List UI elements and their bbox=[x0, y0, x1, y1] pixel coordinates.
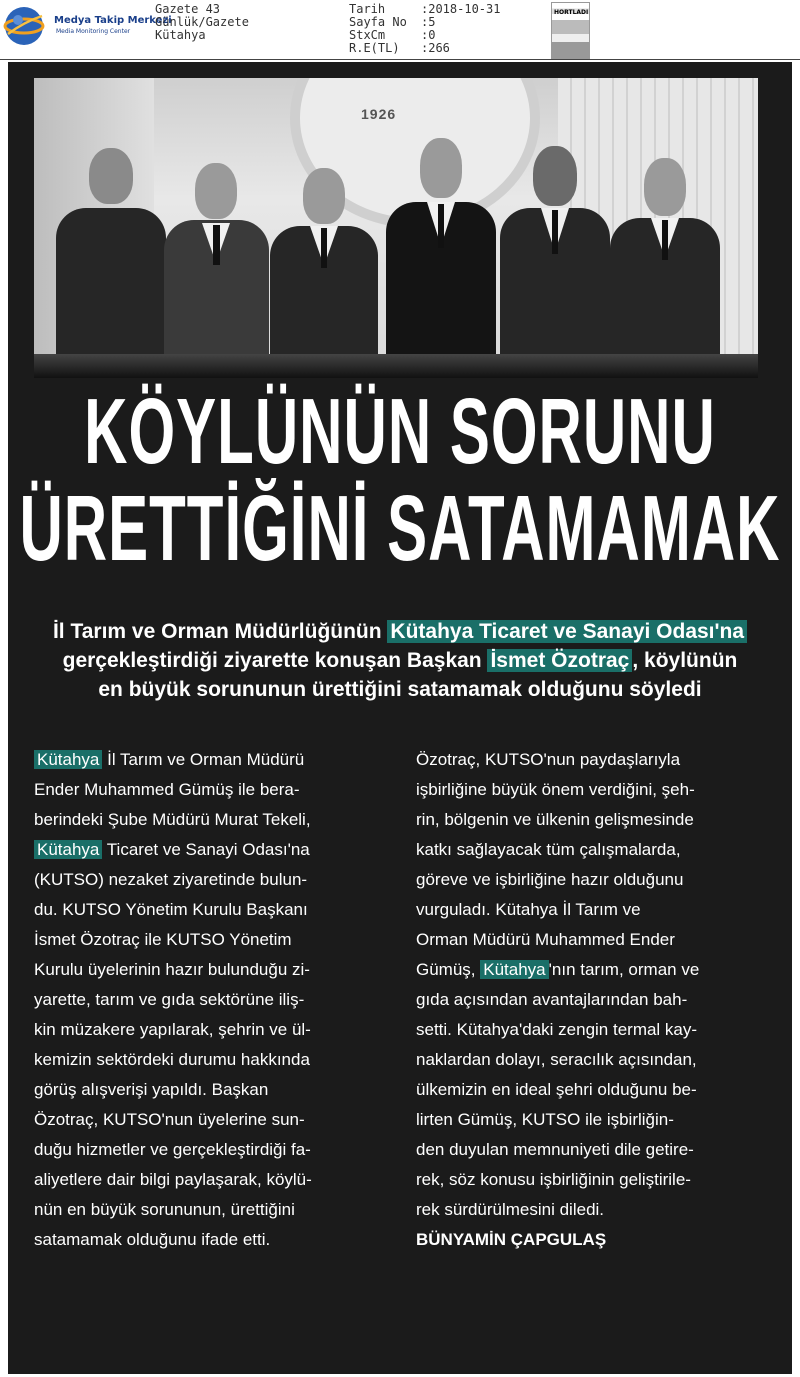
column-line bbox=[34, 1015, 312, 1045]
column-line bbox=[34, 925, 312, 955]
column-line bbox=[416, 1195, 699, 1225]
brand-subtitle: Media Monitoring Center bbox=[56, 28, 131, 35]
column-line bbox=[34, 1075, 312, 1105]
column-line bbox=[34, 805, 312, 835]
person-1 bbox=[56, 148, 166, 378]
column-text: Gümüş, bbox=[416, 960, 481, 979]
column-text: rek, söz konusu işbirliğinin geliştirile- bbox=[416, 1170, 691, 1189]
person-5 bbox=[500, 146, 610, 378]
column-line bbox=[34, 745, 312, 775]
column-line bbox=[34, 1105, 312, 1135]
keyword-highlight: Kütahya Ticaret ve Sanayi Odası'na bbox=[387, 620, 747, 643]
column-text: Özotraç, KUTSO'nun üyelerine sun- bbox=[34, 1110, 305, 1129]
column-text: ülkemizin en ideal şehri olduğunu be- bbox=[416, 1080, 697, 1099]
source-info bbox=[155, 3, 249, 42]
article-column-right bbox=[416, 745, 699, 1255]
column-line bbox=[34, 985, 312, 1015]
source-type: Günlük/Gazete bbox=[155, 15, 249, 29]
column-line bbox=[416, 1015, 699, 1045]
column-text: den duyulan memnuniyeti dile getire- bbox=[416, 1140, 694, 1159]
column-text: işbirliğine büyük önem verdiğini, şeh- bbox=[416, 780, 695, 799]
column-text: göreve ve işbirliğine hazır olduğunu bbox=[416, 870, 684, 889]
meta-value: :2018-10-31 bbox=[421, 2, 501, 16]
column-text: berindeki Şube Müdürü Murat Tekeli, bbox=[34, 810, 311, 829]
lede-text: en büyük sorununun ürettiğini satamamak olduğunu söyledi bbox=[98, 678, 702, 701]
column-line bbox=[416, 805, 699, 835]
newspaper-page-thumbnail[interactable] bbox=[551, 2, 590, 60]
column-text: İsmet Özotraç ile KUTSO Yönetim bbox=[34, 930, 292, 949]
column-line bbox=[34, 775, 312, 805]
meta-key: StxCm bbox=[349, 28, 386, 42]
column-text: aliyetlere dair bilgi paylaşarak, köylü- bbox=[34, 1170, 312, 1189]
emblem-year: 1926 bbox=[361, 106, 397, 122]
column-line bbox=[416, 835, 699, 865]
column-line bbox=[416, 1165, 699, 1195]
globe-logo-icon bbox=[2, 4, 46, 48]
article-clipping bbox=[8, 62, 792, 1374]
column-text: lirten Gümüş, KUTSO ile işbirliğin- bbox=[416, 1110, 674, 1129]
lede-text: gerçekleştirdiği ziyarette konuşan Başkan bbox=[62, 649, 488, 672]
column-line bbox=[416, 1075, 699, 1105]
column-line bbox=[34, 895, 312, 925]
column-text: Ender Muhammed Gümüş ile bera- bbox=[34, 780, 300, 799]
lede-line bbox=[18, 675, 782, 704]
keyword-highlight: İsmet Özotraç bbox=[487, 649, 632, 672]
source-city: Kütahya bbox=[155, 28, 206, 42]
headline-text: KÖYLÜNÜN SORUNU bbox=[84, 379, 716, 484]
column-text: İl Tarım ve Orman Müdürü bbox=[102, 750, 305, 769]
column-text: Orman Müdürü Muhammed Ender bbox=[416, 930, 675, 949]
column-line bbox=[416, 985, 699, 1015]
keyword-highlight: Kütahya bbox=[34, 750, 102, 769]
column-text: görüş alışverişi yapıldı. Başkan bbox=[34, 1080, 269, 1099]
column-line bbox=[34, 1195, 312, 1225]
column-text: rin, bölgenin ve ülkenin gelişmesinde bbox=[416, 810, 694, 829]
keyword-highlight: Kütahya bbox=[34, 840, 102, 859]
article-photo bbox=[34, 78, 758, 378]
headline-line-2 bbox=[8, 476, 792, 581]
column-text: katkı sağlayacak tüm çalışmalarda, bbox=[416, 840, 681, 859]
column-line bbox=[34, 1165, 312, 1195]
lede-line bbox=[18, 646, 782, 675]
column-text: satamamak olduğunu ifade etti. bbox=[34, 1230, 271, 1249]
brand-name: Medya Takip Merkezi bbox=[54, 15, 172, 26]
header-divider bbox=[0, 59, 800, 60]
clipping-header bbox=[0, 0, 800, 60]
column-line bbox=[416, 925, 699, 955]
column-line bbox=[416, 745, 699, 775]
column-text: rek sürdürülmesini diledi. bbox=[416, 1200, 605, 1219]
column-line bbox=[416, 775, 699, 805]
column-line bbox=[34, 865, 312, 895]
column-line bbox=[34, 1045, 312, 1075]
headline-line-1 bbox=[8, 379, 792, 484]
thumbnail-headline: HORTLADI bbox=[554, 9, 589, 16]
keyword-highlight: Kütahya bbox=[480, 960, 548, 979]
lede-line bbox=[18, 617, 782, 646]
column-text: vurguladı. Kütahya İl Tarım ve bbox=[416, 900, 641, 919]
column-text: Ticaret ve Sanayi Odası'na bbox=[102, 840, 310, 859]
headline-text: ÜRETTİĞİNİ SATAMAMAK bbox=[19, 476, 781, 581]
column-line bbox=[416, 1135, 699, 1165]
column-text: setti. Kütahya'daki zengin termal kay- bbox=[416, 1020, 698, 1039]
person-4 bbox=[386, 138, 496, 378]
column-line bbox=[34, 1225, 312, 1255]
column-text: yarette, tarım ve gıda sektörüne iliş- bbox=[34, 990, 305, 1009]
article-lede bbox=[18, 617, 782, 704]
column-text: gıda açısından avantajlarından bah- bbox=[416, 990, 688, 1009]
column-line bbox=[416, 865, 699, 895]
source-name: Gazete 43 bbox=[155, 2, 221, 16]
meta-row-ad-value bbox=[349, 42, 500, 55]
clipping-meta bbox=[349, 3, 500, 55]
person-3 bbox=[270, 168, 378, 378]
column-text: du. KUTSO Yönetim Kurulu Başkanı bbox=[34, 900, 308, 919]
column-line bbox=[416, 1105, 699, 1135]
person-2 bbox=[164, 163, 269, 378]
column-text: 'nın tarım, orman ve bbox=[548, 960, 700, 979]
column-text: Özotraç, KUTSO'nun paydaşlarıyla bbox=[416, 750, 681, 769]
column-text: kemizin sektördeki durumu hakkında bbox=[34, 1050, 310, 1069]
column-text: kin müzakere yapılarak, şehrin ve ül- bbox=[34, 1020, 311, 1039]
column-line bbox=[34, 955, 312, 985]
meta-key: Tarih bbox=[349, 2, 386, 16]
article-byline: BÜNYAMİN ÇAPGULAŞ bbox=[416, 1230, 607, 1249]
column-text: (KUTSO) nezaket ziyaretinde bulun- bbox=[34, 870, 308, 889]
photo-floor bbox=[34, 354, 758, 378]
meta-value: :5 bbox=[421, 15, 436, 29]
media-monitoring-logo bbox=[2, 4, 172, 48]
article-column-left bbox=[34, 745, 312, 1255]
lede-text: İl Tarım ve Orman Müdürlüğünün bbox=[52, 620, 388, 643]
column-text: nün en büyük sorununun, ürettiğini bbox=[34, 1200, 295, 1219]
lede-text: , köylünün bbox=[632, 649, 738, 672]
column-line bbox=[416, 955, 699, 985]
column-text: naklardan dolayı, seracılık açısından, bbox=[416, 1050, 697, 1069]
column-line bbox=[34, 1135, 312, 1165]
person-6 bbox=[610, 158, 720, 378]
column-line bbox=[416, 895, 699, 925]
meta-value: :0 bbox=[421, 28, 436, 42]
column-line bbox=[416, 1045, 699, 1075]
meta-key: R.E(TL) bbox=[349, 41, 400, 55]
column-text: Kurulu üyelerinin hazır bulunduğu zi- bbox=[34, 960, 310, 979]
column-text: duğu hizmetler ve gerçekleştirdiği fa- bbox=[34, 1140, 311, 1159]
column-line bbox=[34, 835, 312, 865]
meta-value: :266 bbox=[421, 41, 450, 55]
meta-key: Sayfa No bbox=[349, 15, 407, 29]
